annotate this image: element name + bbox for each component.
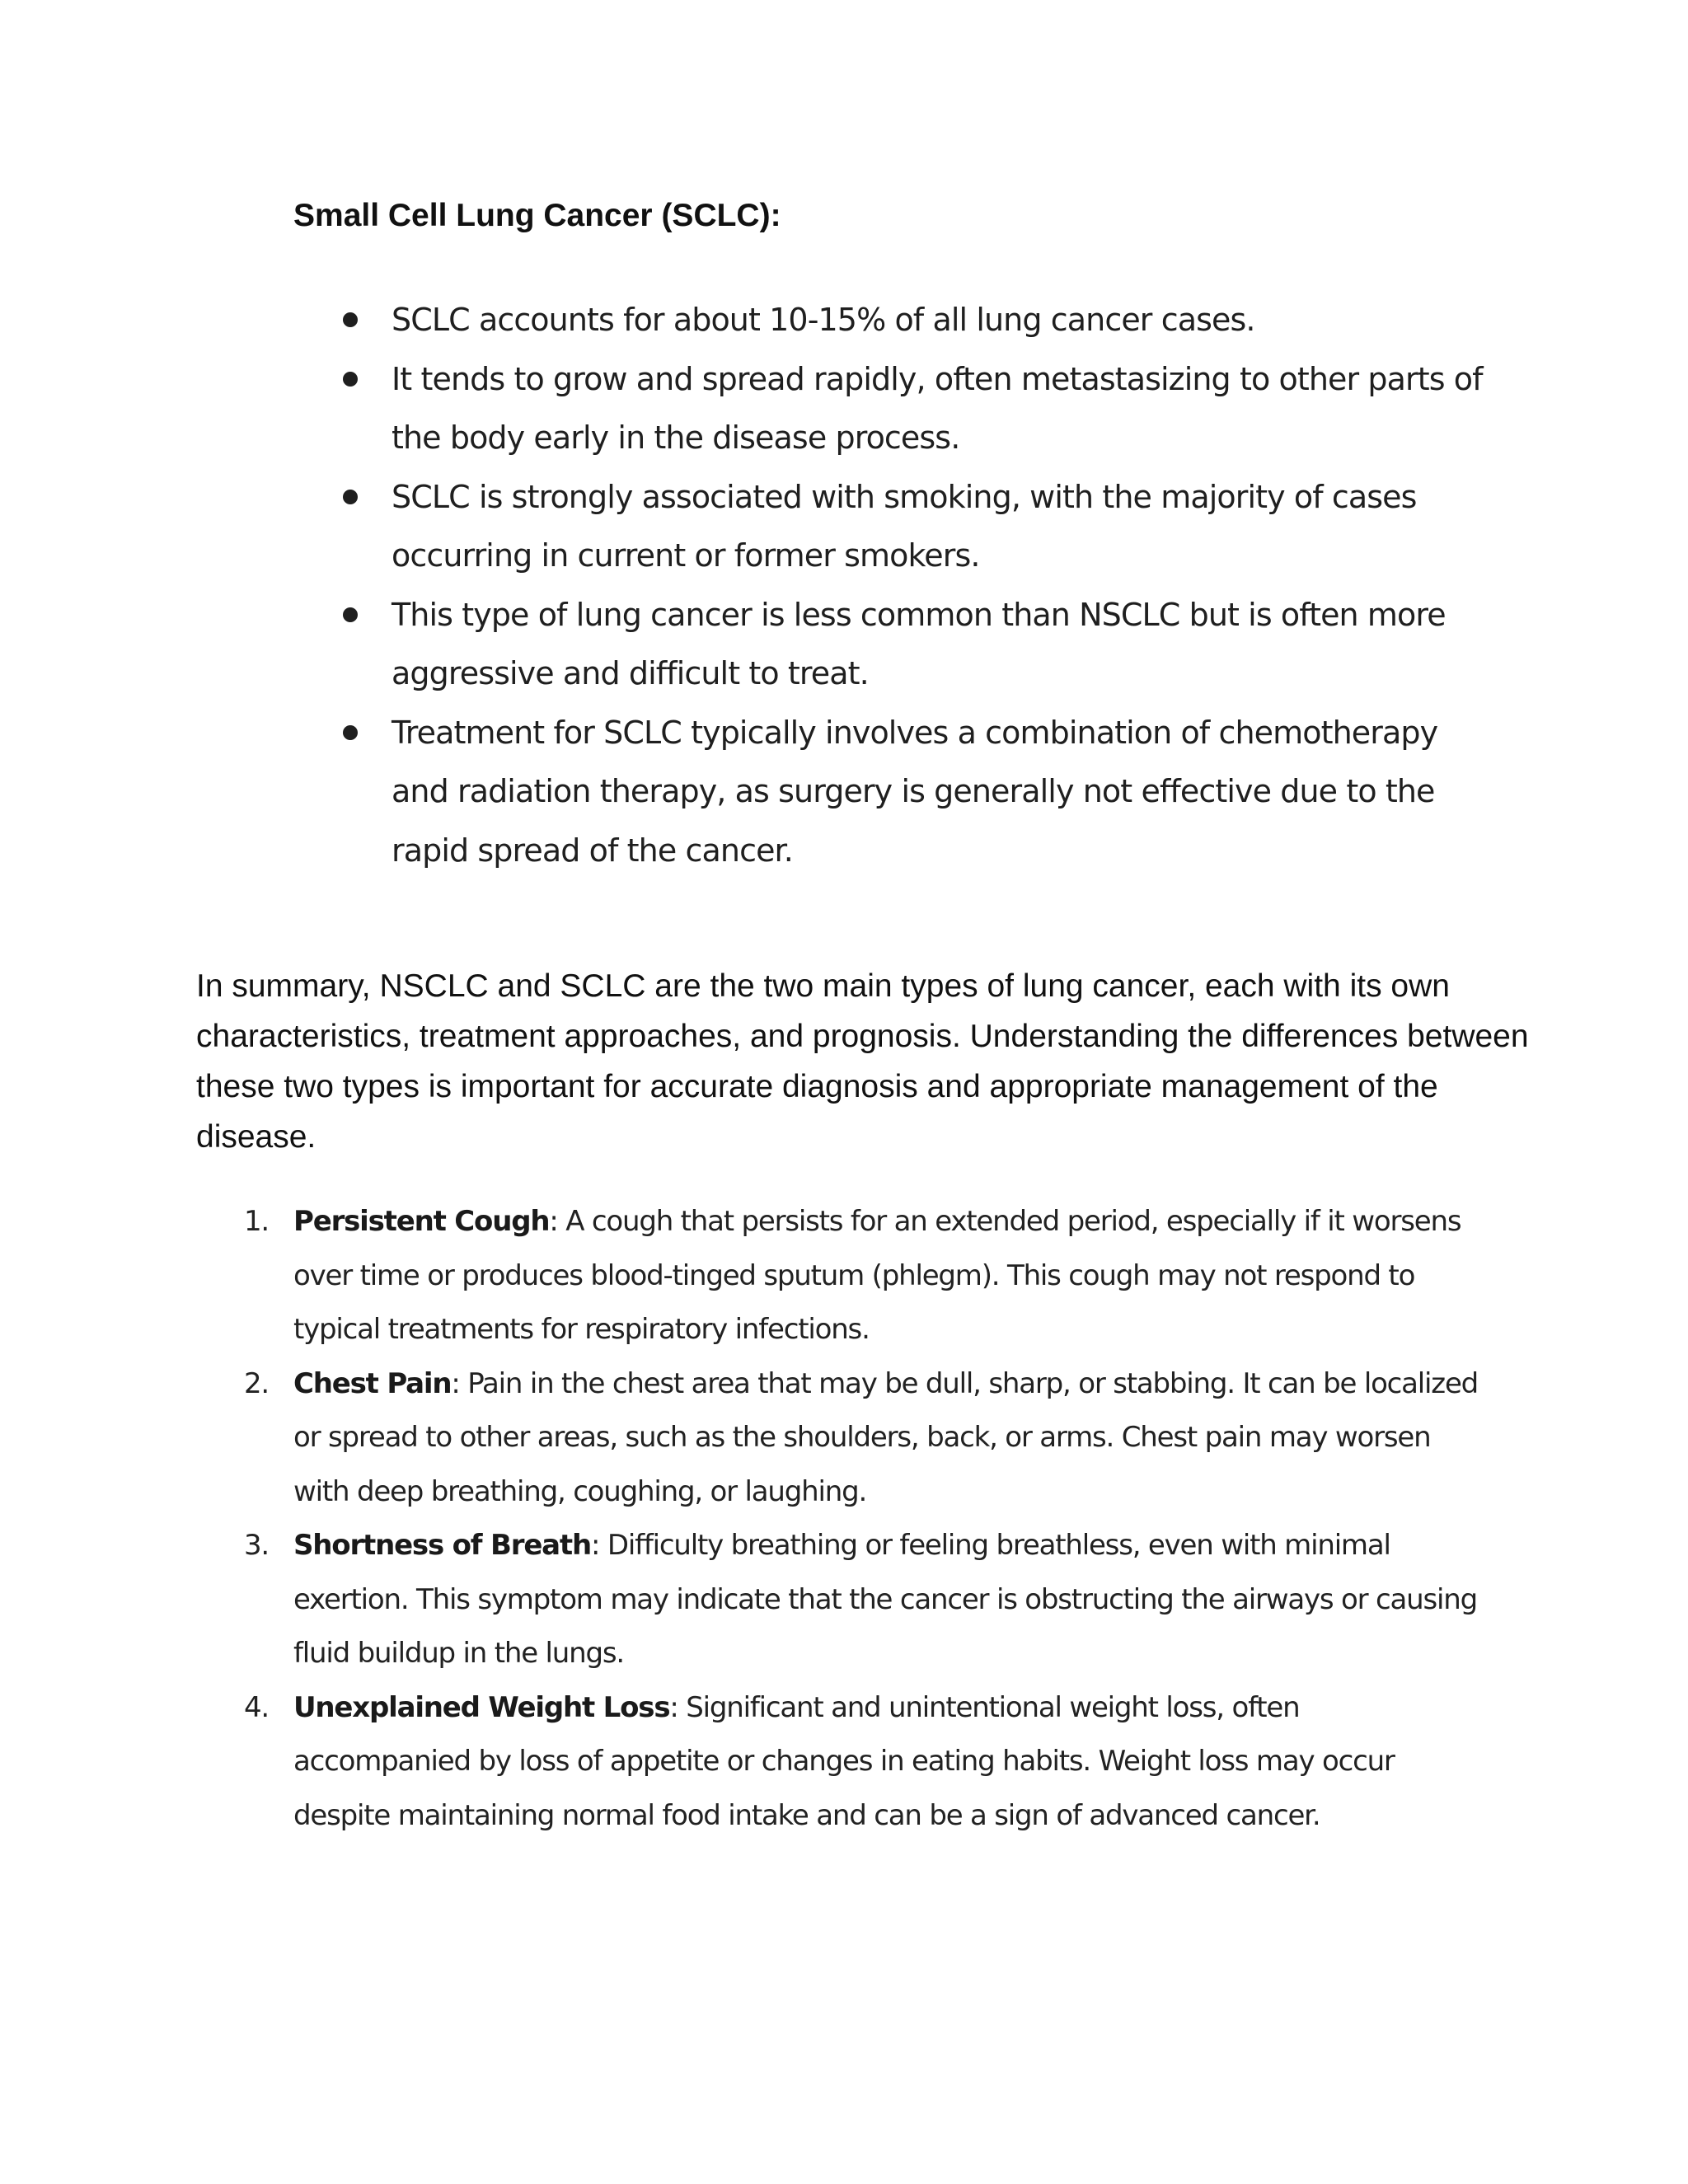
list-item [244,1681,1480,1844]
bullet-icon [343,490,358,504]
symptom-description: : Difficulty breathing or feeling breathless, even with minimal exertion. This symptom may indicate that the cancer is obstructing the airways or causing fluid buildup in the lungs. [293,1529,1477,1670]
bullet-text: It tends to grow and spread rapidly, often metastasizing to other parts of the body early in the disease process. [392,360,1483,456]
list-item [343,586,1497,704]
bullet-icon [343,607,358,622]
summary-paragraph: In summary, NSCLC and SCLC are the two main types of lung cancer, each with its own characteristics, treatment approaches, and prognosis. Understanding the differences between these two types is important for accurate diagnosis and appropriate management of the disease. [196,968,1529,1155]
symptoms-list [244,1195,1480,1843]
sclc-bullet-list [343,291,1497,880]
symptom-description: : Significant and unintentional weight loss, often accompanied by loss of appetite or changes in eating habits. Weight loss may occur despite maintaining normal food intake and can be a sign of advanced cancer. [293,1690,1395,1832]
list-item [343,291,1497,350]
list-item [244,1195,1480,1357]
symptom-description: : A cough that persists for an extended period, especially if it worsens over time or produces blood-tinged sputum (phlegm). This cough may not respond to typical treatments for respiratory infections. [293,1205,1461,1346]
list-number: 2. [244,1366,270,1400]
list-item [244,1357,1480,1520]
bullet-text: Treatment for SCLC typically involves a combination of chemotherapy and radiation therapy, as surgery is generally not effective due to the rapid spread of the cancer. [392,714,1438,869]
section-heading: Small Cell Lung Cancer (SCLC): [293,198,781,233]
list-number: 1. [244,1205,270,1238]
list-item [343,468,1497,586]
bullet-text: This type of lung cancer is less common than NSCLC but is often more aggressive and difficult to treat. [392,596,1446,691]
bullet-text: SCLC is strongly associated with smoking, with the majority of cases occurring in current or former smokers. [392,478,1417,574]
bullet-icon [343,725,358,740]
bullet-icon [343,372,358,387]
list-number: 3. [244,1529,270,1562]
list-item [343,704,1497,881]
list-item [244,1519,1480,1681]
symptom-term: Chest Pain [293,1366,452,1400]
symptom-term: Persistent Cough [293,1205,550,1238]
symptom-term: Unexplained Weight Loss [293,1690,670,1724]
symptom-description: : Pain in the chest area that may be dull, sharp, or stabbing. It can be localized or spread to other areas, such as the shoulders, back, or arms. Chest pain may worsen with deep breathing, coughing, or laughing. [293,1366,1479,1508]
list-number: 4. [244,1690,270,1724]
list-item [343,350,1497,468]
symptom-term: Shortness of Breath [293,1529,591,1562]
bullet-icon [343,312,358,327]
bullet-text: SCLC accounts for about 10-15% of all lung cancer cases. [392,302,1255,338]
